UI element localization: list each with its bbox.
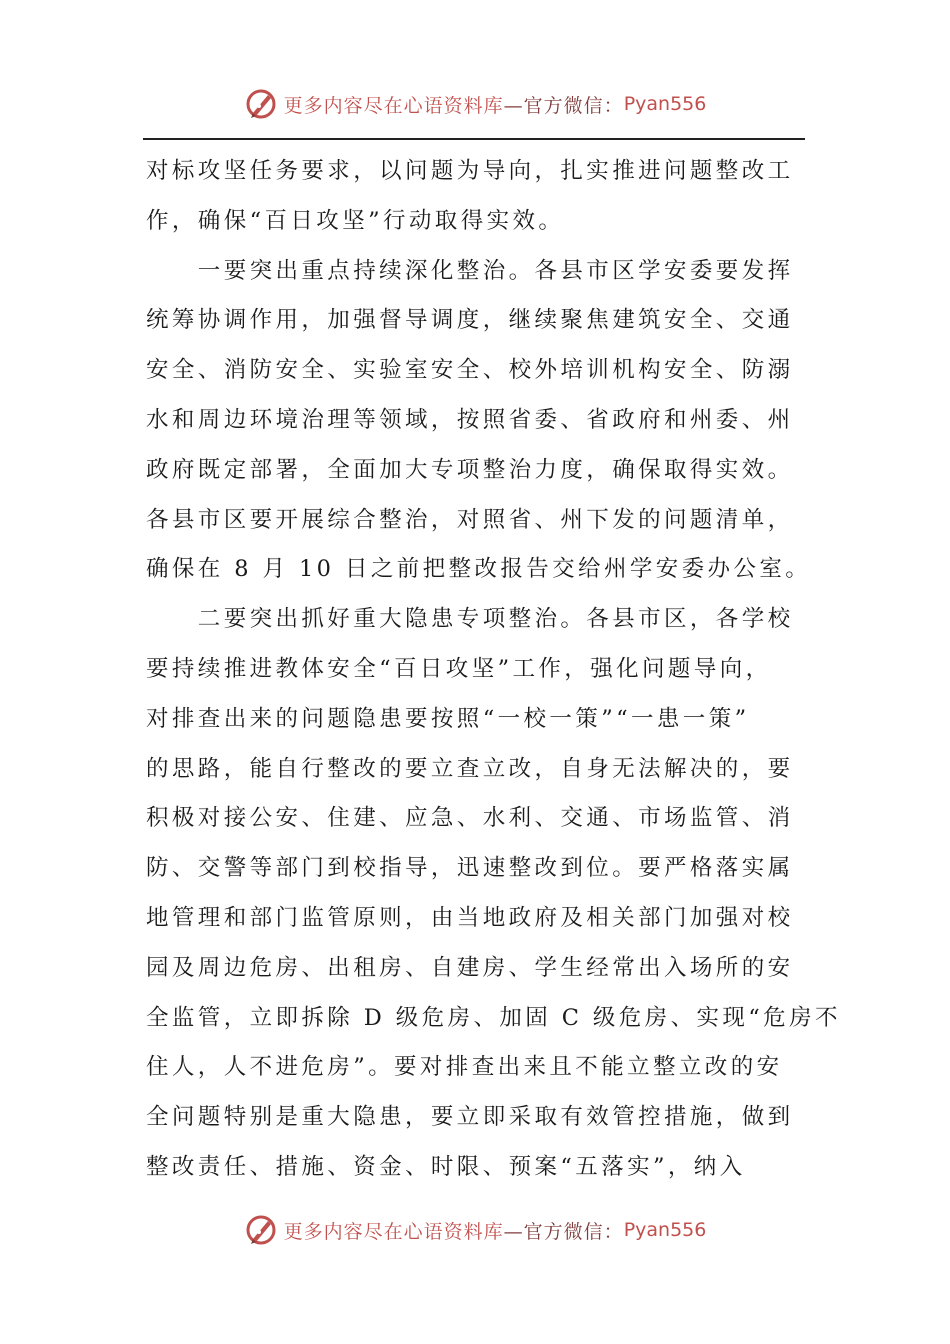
footer-banner-part1: 更多内容尽在心语资料库 <box>283 1220 504 1243</box>
body-line: 积极对接公安、住建、应急、水利、交通、市场监管、消 <box>146 805 794 832</box>
body-line: 政府既定部署，全面加大专项整治力度，确保取得实效。 <box>146 456 794 483</box>
body-line: 一要突出重点持续深化整治。各县市区学安委要发挥 <box>146 257 794 284</box>
header-banner-part2: —官方微信： <box>503 94 624 117</box>
body-line: 二要突出抓好重大隐患专项整治。各县市区，各学校 <box>146 606 794 633</box>
pen-logo-icon <box>244 1213 278 1247</box>
body-line: 住人，人不进危房”。要对排查出来且不能立整立改的安 <box>146 1054 783 1081</box>
page-footer <box>0 1208 950 1252</box>
body-line: 地管理和部门监管原则，由当地政府及相关部门加强对校 <box>146 904 794 931</box>
body-line: 各县市区要开展综合整治，对照省、州下发的问题清单， <box>146 506 794 533</box>
header-banner-text <box>284 91 707 118</box>
body-line: 安全、消防安全、实验室安全、校外培训机构安全、防溺 <box>146 357 794 384</box>
body-line: 对排查出来的问题隐患要按照“一校一策”“一患一策” <box>146 705 750 732</box>
body-line: 要持续推进教体安全“百日攻坚”工作，强化问题导向， <box>146 655 772 682</box>
body-line: 园及周边危房、出租房、自建房、学生经常出入场所的安 <box>146 954 794 981</box>
document-body <box>146 147 841 1193</box>
page-header <box>0 82 950 126</box>
body-line: 的思路，能自行整改的要立查立改，自身无法解决的，要 <box>146 755 794 782</box>
body-line: 对标攻坚任务要求，以问题为导向，扎实推进问题整改工 <box>146 158 794 184</box>
body-line: 统筹协调作用，加强督导调度，继续聚焦建筑安全、交通 <box>146 307 794 334</box>
body-line: 作，确保“百日攻坚”行动取得实效。 <box>146 207 565 234</box>
body-line: 确保在 8 月 10 日之前把整改报告交给州学安委办公室。 <box>146 556 812 583</box>
body-line: 全问题特别是重大隐患，要立即采取有效管控措施，做到 <box>146 1104 794 1131</box>
footer-wechat-id: Pyan556 <box>623 1219 707 1241</box>
header-banner-part1: 更多内容尽在心语资料库 <box>283 94 504 117</box>
pen-logo-icon <box>244 87 278 121</box>
footer-banner-part2: —官方微信： <box>503 1220 624 1243</box>
footer-banner-text <box>284 1217 707 1244</box>
body-line: 水和周边环境治理等领域，按照省委、省政府和州委、州 <box>146 406 794 433</box>
body-line: 全监管，立即拆除 D 级危房、加固 C 级危房、实现“危房不 <box>146 1004 841 1031</box>
body-line: 整改责任、措施、资金、时限、预案“五落实”，纳入 <box>146 1153 746 1180</box>
body-line: 防、交警等部门到校指导，迅速整改到位。要严格落实属 <box>146 855 794 882</box>
header-wechat-id: Pyan556 <box>623 93 707 115</box>
header-divider <box>143 138 805 140</box>
